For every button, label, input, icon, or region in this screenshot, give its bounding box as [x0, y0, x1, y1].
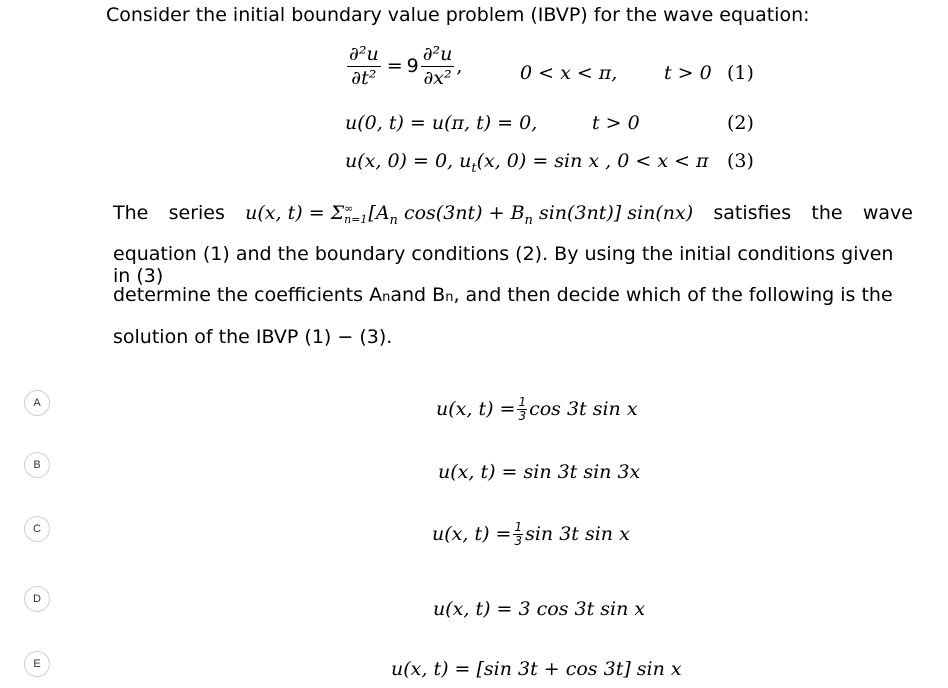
option-d-radio[interactable]: D [24, 586, 50, 612]
equation-1: $\frac{\text{∂²u}}{\text{∂t²}}$ = 9 $\frac{\text{∂²u}}{\text{∂x²}}$ , [349, 43, 463, 89]
intro-text: Consider the initial boundary value problem (IBVP) for the wave equation: [106, 4, 810, 26]
option-e-radio[interactable]: E [24, 651, 50, 677]
word-satisfies: satisfies [713, 202, 792, 224]
paragraph-line-2: equation (1) and the boundary conditions (2). By using the initial conditions given in (3) [113, 243, 894, 287]
word-series: series [168, 202, 225, 224]
eq2-time: t > 0 [592, 112, 640, 134]
equation-2: u(0, t) = u(π, t) = 0, [345, 112, 538, 134]
word-the-2: the [811, 202, 843, 224]
wave-speed-constant: 9 [406, 55, 419, 78]
option-a-radio[interactable]: A [24, 390, 50, 416]
word-the: The [113, 202, 149, 224]
d2u-dx2-fraction: $\frac{\text{∂²u}}{\text{∂x²}}$ [422, 43, 453, 89]
option-c-radio[interactable]: C [24, 516, 50, 542]
option-a-answer[interactable]: u(x, t) = $\frac{1}{3}$ cos 3t sin x [436, 395, 638, 423]
series-formula: u(x, t) = Σ ∞ n=1 [$A_n$ $\cos(3nt) + B_n$ sin(3nt)] sin(nx) [245, 202, 694, 228]
word-wave: wave [862, 202, 913, 224]
option-b-answer[interactable]: u(x, t) = sin 3t sin 3x [438, 461, 641, 483]
d2u-dt2-fraction: $\frac{\text{∂²u}}{\text{∂t²}}$ [349, 43, 379, 89]
eq1-time: t > 0 [664, 62, 712, 84]
option-c-answer[interactable]: u(x, t) = $\frac{1}{3}$ sin 3t sin x [432, 520, 630, 548]
eq3-subscript: t [471, 160, 477, 176]
paragraph-line-3: determine the coefficients A n and B n , and then decide which of the following is the [113, 284, 893, 306]
eq1-domain: 0 < x < π, [520, 62, 618, 84]
eq3-part2: (x, 0) = sin x , 0 < x < π [476, 150, 709, 172]
option-d-answer[interactable]: u(x, t) = 3 cos 3t sin x [433, 598, 646, 620]
paragraph-line-4: solution of the IBVP (1) − (3). [113, 326, 393, 348]
paragraph-line-1 [113, 202, 913, 228]
option-b-radio[interactable]: B [24, 452, 50, 478]
one-third-fraction: $\frac{1}{3}$ [514, 520, 523, 548]
equation-3 [345, 150, 709, 176]
eq2-number: (2) [727, 112, 754, 134]
eq1-number: (1) [727, 62, 754, 84]
option-e-answer[interactable]: u(x, t) = [sin 3t + cos 3t] sin x [391, 658, 682, 680]
eq3-number: (3) [727, 150, 754, 172]
one-third-fraction: $\frac{1}{3}$ [518, 395, 527, 423]
eq3-part1: u(x, 0) = 0, u [345, 150, 472, 172]
